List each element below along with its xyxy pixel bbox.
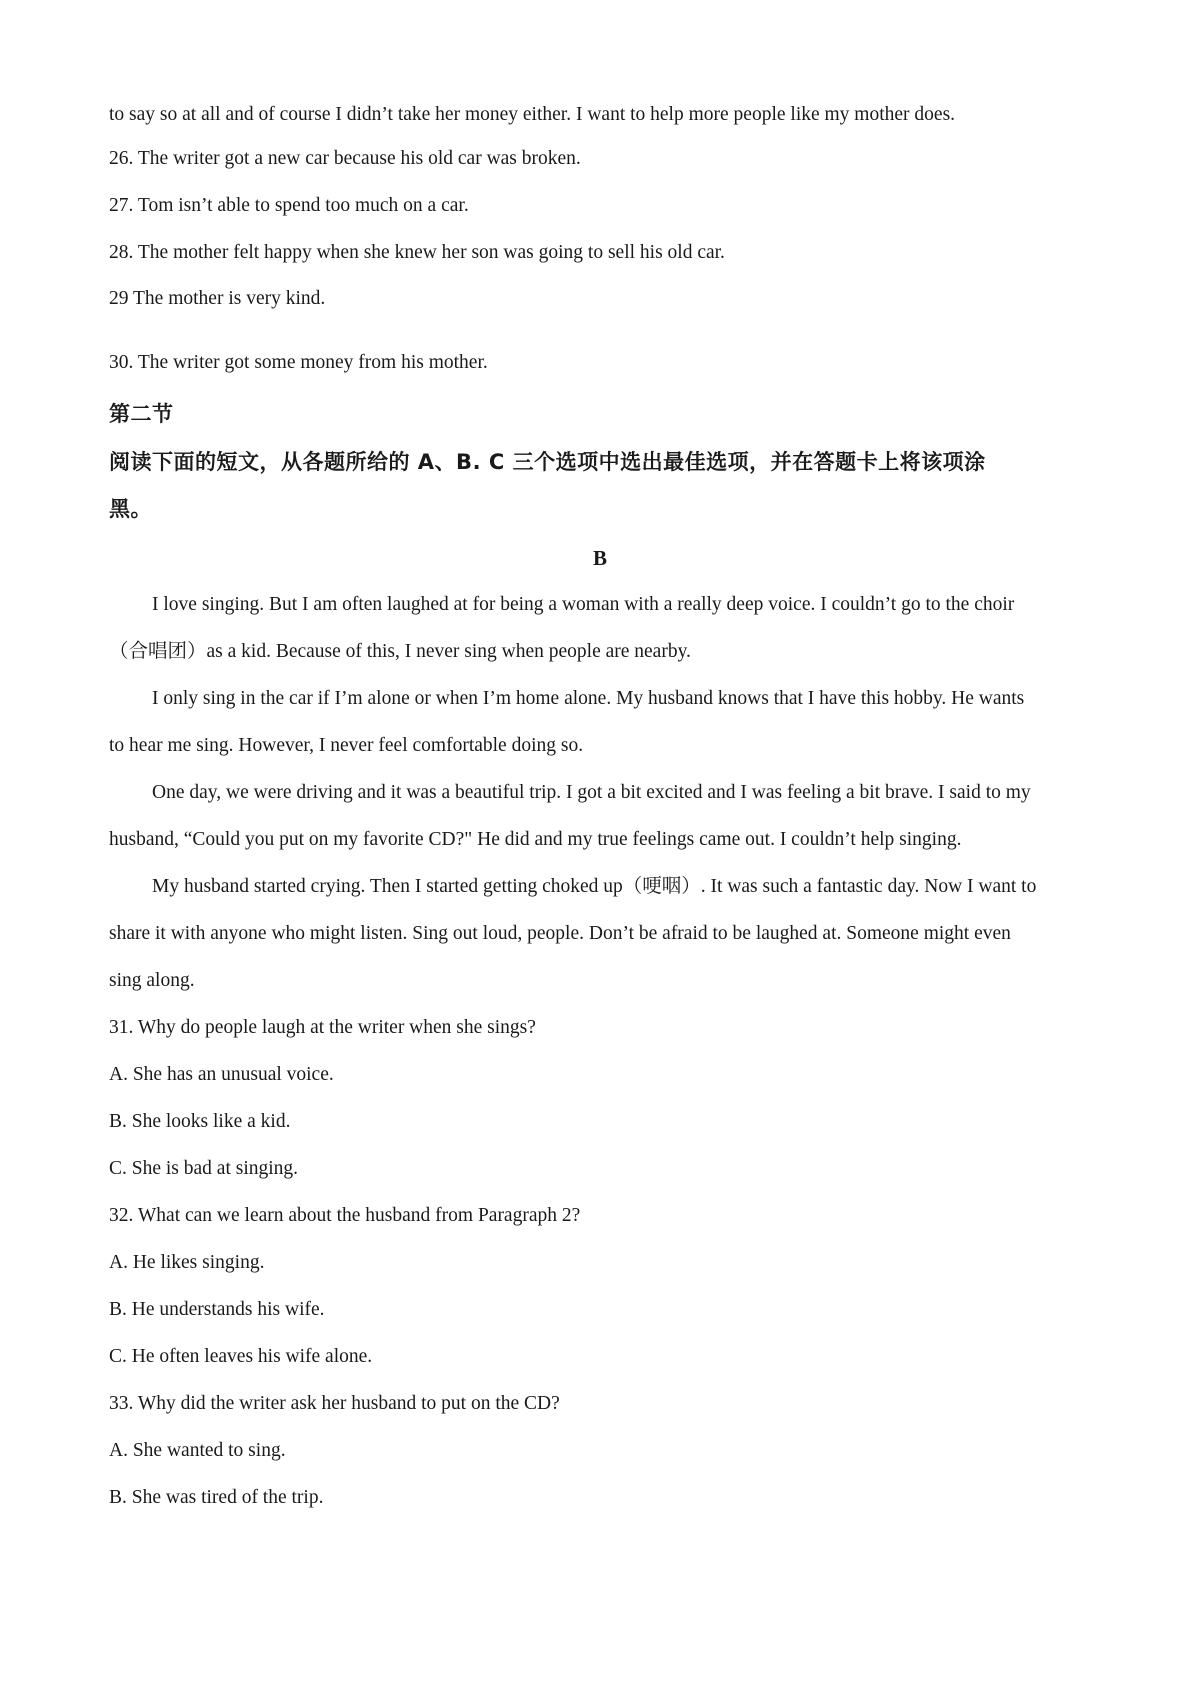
- question-31-option-c: C. She is bad at singing.: [109, 1158, 299, 1179]
- passage-title: B: [592, 546, 607, 570]
- statement-27: 27. Tom isn’t able to spend too much on a car.: [109, 195, 469, 216]
- section-instruction-line-2: 黑。: [109, 497, 152, 521]
- question-33-option-b: B. She was tired of the trip.: [109, 1487, 324, 1508]
- statement-29: 29 The mother is very kind.: [109, 288, 326, 309]
- question-33-stem: 33. Why did the writer ask her husband to put on the CD?: [109, 1393, 560, 1414]
- passage-line-6: husband, “Could you put on my favorite CD?" He did and my true feelings came out. I couldn’t help singing.: [109, 829, 962, 850]
- question-33-option-a: A. She wanted to sing.: [109, 1440, 286, 1461]
- passage-line-7: My husband started crying. Then I started getting choked up（哽咽）. It was such a fantastic day. Now I want to: [152, 876, 1037, 897]
- passage-line-2: （合唱团）as a kid. Because of this, I never sing when people are nearby.: [109, 641, 691, 662]
- question-32-stem: 32. What can we learn about the husband from Paragraph 2?: [109, 1205, 581, 1226]
- section-instruction-line-1: 阅读下面的短文，从各题所给的 A、B. C 三个选项中选出最佳选项，并在答题卡上将该项涂: [109, 450, 986, 474]
- question-31-stem: 31. Why do people laugh at the writer when she sings?: [109, 1017, 536, 1038]
- previous-passage-ending: to say so at all and of course I didn’t take her money either. I want to help more people like my mother does.: [109, 104, 956, 125]
- question-32-option-b: B. He understands his wife.: [109, 1299, 325, 1320]
- passage-line-9: sing along.: [109, 970, 195, 991]
- passage-line-1: I love singing. But I am often laughed at for being a woman with a really deep voice. I couldn’t go to the choir: [152, 594, 1015, 615]
- statement-28: 28. The mother felt happy when she knew her son was going to sell his old car.: [109, 242, 725, 263]
- question-32-option-a: A. He likes singing.: [109, 1252, 265, 1273]
- statement-26: 26. The writer got a new car because his old car was broken.: [109, 148, 581, 169]
- section-heading: 第二节: [109, 402, 174, 426]
- question-31-option-b: B. She looks like a kid.: [109, 1111, 291, 1132]
- question-31-option-a: A. She has an unusual voice.: [109, 1064, 334, 1085]
- question-32-option-c: C. He often leaves his wife alone.: [109, 1346, 373, 1367]
- passage-line-8: share it with anyone who might listen. Sing out loud, people. Don’t be afraid to be laughed at. Someone might even: [109, 923, 1011, 944]
- passage-line-5: One day, we were driving and it was a beautiful trip. I got a bit excited and I was feeling a bit brave. I said to my: [152, 782, 1031, 803]
- passage-line-4: to hear me sing. However, I never feel comfortable doing so.: [109, 735, 584, 756]
- statement-30: 30. The writer got some money from his mother.: [109, 352, 488, 373]
- passage-line-3: I only sing in the car if I’m alone or when I’m home alone. My husband knows that I have this hobby. He wants: [152, 688, 1025, 709]
